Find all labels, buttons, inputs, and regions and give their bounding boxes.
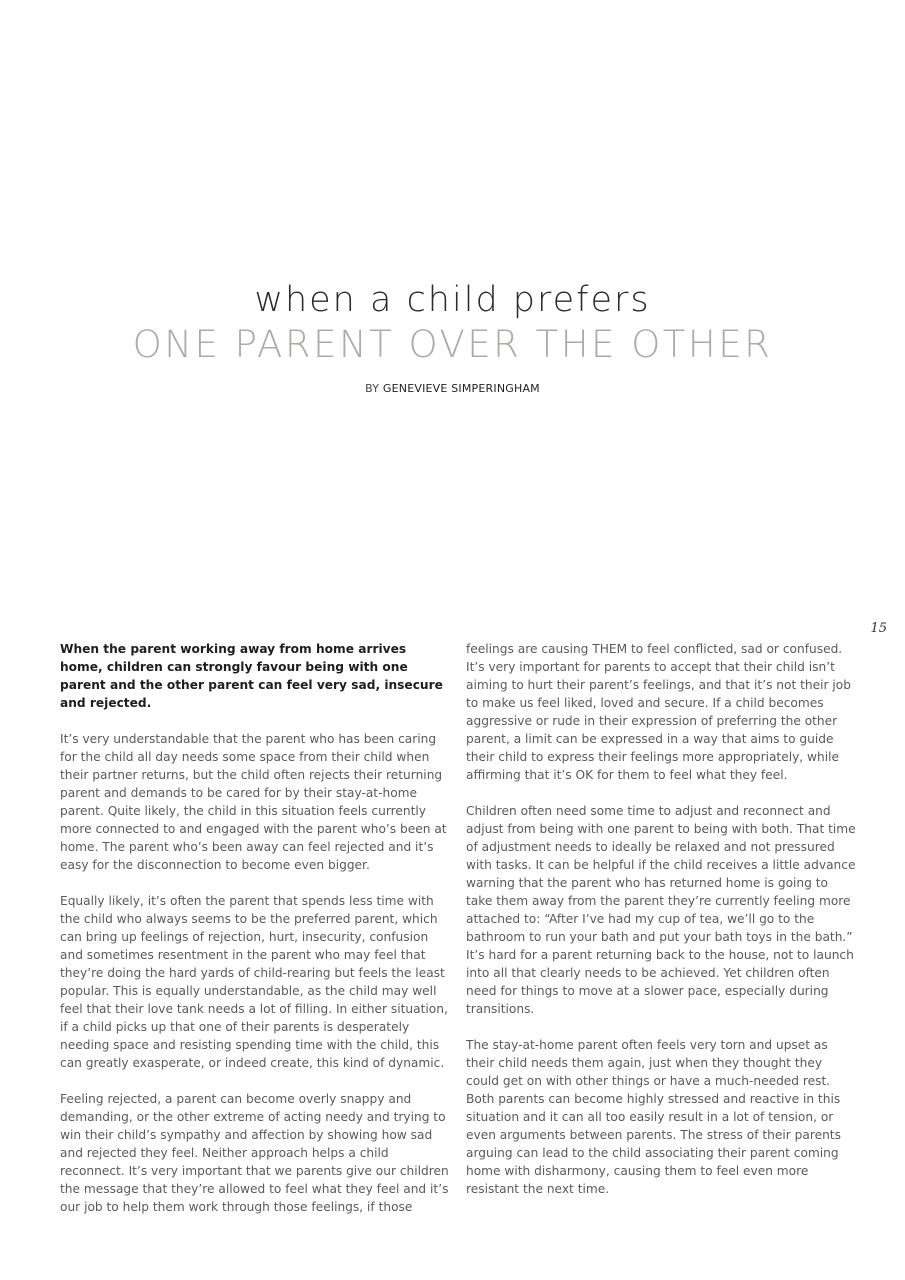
article-header <box>0 278 905 395</box>
article-title: when a child prefers <box>254 280 651 320</box>
byline-author: GENEVIEVE SIMPERINGHAM <box>382 382 540 395</box>
byline <box>0 382 905 395</box>
body-paragraph: Children often need some time to adjust and reconnect and adjust from being with one parent to being with both. That time of adjustment needs to ideally be relaxed and not pressured with tasks. It can be helpful if the child receives a little advance warning that the parent who has returned home is going to take them away from the parent they’re currently feeling more attached to: “After I’ve had my cup of tea, we’ll go to the bathroom to run your bath and put your bath toys in the bath.” It’s hard for a parent returning back to the house, not to launch into all that clearly needs to be achieved. Yet children often need for things to move at a slower pace, especially during transitions. <box>466 804 856 1016</box>
body-paragraph: feelings are causing THEM to feel conflicted, sad or confused. It’s very important for parents to accept that their child isn’t aiming to hurt their parent’s feelings, and that it’s not their job to make us feel liked, loved and secure. If a child becomes aggressive or rude in their expression of preferring the other parent, a limit can be expressed in a way that aims to guide their child to express their feelings more appropriately, while affirming that it’s OK for them to feel what they feel. <box>466 642 851 782</box>
page-number: 15 <box>870 621 887 636</box>
body-paragraph: The stay-at-home parent often feels very torn and upset as their child needs them again, just when they thought they could get on with other things or have a much-needed rest. Both parents can become highly stressed and reactive in this situation and it can all too easily result in a lot of tension, or even arguments between parents. The stress of their parents arguing can lead to the child associating their parent coming home with disharmony, causing them to feel even more resistant the next time. <box>466 1038 841 1196</box>
right-column <box>466 640 856 1216</box>
article-subtitle: ONE PARENT OVER THE OTHER <box>132 323 773 366</box>
byline-prefix: BY <box>365 382 383 395</box>
left-column <box>60 640 450 1234</box>
lead-paragraph: When the parent working away from home arrives home, children can strongly favour being with one parent and the other parent can feel very sad, insecure and rejected. <box>60 642 443 710</box>
body-paragraph: It’s very understandable that the parent who has been caring for the child all day needs some space from their child when their partner returns, but the child often rejects their returning parent and demands to be cared for by their stay-at-home parent. Quite likely, the child in this situation feels currently more connected to and engaged with the parent who’s been at home. The parent who’s been away can feel rejected and it’s easy for the disconnection to become even bigger. <box>60 732 447 872</box>
body-paragraph: Feeling rejected, a parent can become overly snappy and demanding, or the other extreme of acting needy and trying to win their child’s sympathy and affection by showing how sad and rejected they feel. Neither approach helps a child reconnect. It’s very important that we parents give our children the message that they’re allowed to feel what they feel and it’s our job to help them work through those feelings, if those <box>60 1092 449 1214</box>
body-paragraph: Equally likely, it’s often the parent that spends less time with the child who always seems to be the preferred parent, which can bring up feelings of rejection, hurt, insecurity, confusion and sometimes resentment in the parent who may feel that they’re doing the hard yards of child-rearing but feels the least popular. This is equally understandable, as the child may well feel that their love tank needs a lot of filling. In either situation, if a child picks up that one of their parents is desperately needing space and resisting spending time with the child, this can greatly exasperate, or indeed create, this kind of dynamic. <box>60 894 448 1070</box>
